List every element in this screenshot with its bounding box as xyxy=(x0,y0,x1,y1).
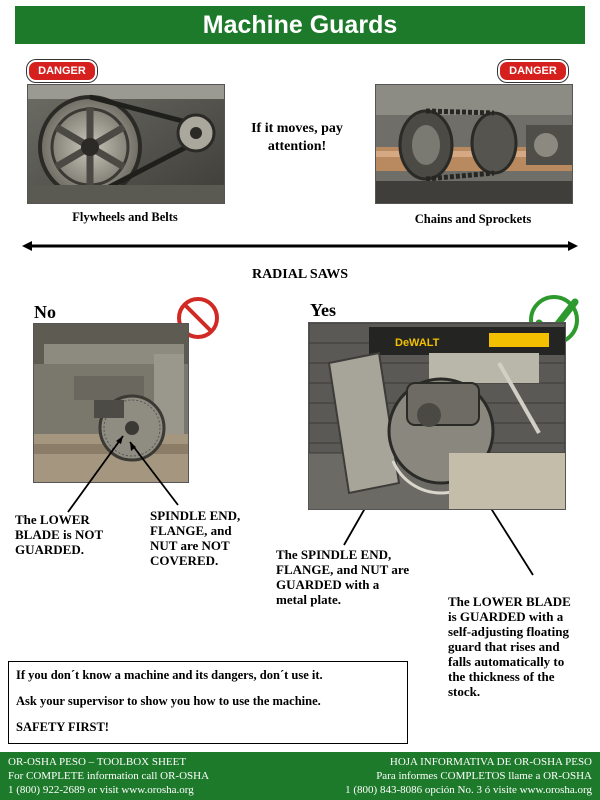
caption-flywheels: Flywheels and Belts xyxy=(72,210,178,224)
note-line: is GUARDED with a xyxy=(448,609,564,624)
footer-line: Para informes COMPLETOS llame a OR-OSHA xyxy=(376,770,592,782)
danger-label: DANGER xyxy=(38,65,86,77)
footer-line: For COMPLETE information call OR-OSHA xyxy=(8,770,210,782)
note-line: GUARDED with a xyxy=(276,577,380,592)
no-note-spindle xyxy=(150,508,240,568)
saw-brand-text: DeWALT xyxy=(395,337,440,349)
advice-box xyxy=(8,661,408,744)
yes-label: Yes xyxy=(310,300,336,320)
page-title: Machine Guards xyxy=(202,10,398,39)
note-line: falls automatically to xyxy=(448,654,565,669)
note-line: FLANGE, and NUT are xyxy=(276,562,410,577)
advice-line-1: If you don´t know a machine and its dangers, don´t use it. xyxy=(16,668,323,682)
footer-line: 1 (800) 922-2689 or visit www.orosha.org xyxy=(8,784,194,796)
note-line: FLANGE, and xyxy=(150,523,232,538)
note-line: SPINDLE END, xyxy=(150,508,241,523)
footer-line: OR-OSHA PESO – TOOLBOX SHEET xyxy=(8,756,187,768)
footer-line: 1 (800) 843-8086 opción No. 3 ó visite www.orosha.org xyxy=(345,784,592,796)
caption-chains: Chains and Sprockets xyxy=(414,212,532,226)
note-line: COVERED. xyxy=(150,553,219,568)
danger-label: DANGER xyxy=(509,65,557,77)
advice-line-3: SAFETY FIRST! xyxy=(16,720,109,734)
note-line: BLADE is NOT xyxy=(15,527,104,542)
note-line: metal plate. xyxy=(276,592,341,607)
yes-note-spindle xyxy=(276,547,409,607)
note-line: The LOWER BLADE xyxy=(448,594,571,609)
note-line: guard that rises and xyxy=(448,639,560,654)
footer-spanish xyxy=(345,755,592,797)
photo-radial-saw-guarded xyxy=(308,322,566,510)
note-line: self-adjusting floating xyxy=(448,624,569,639)
footer-line: HOJA INFORMATIVA DE OR-OSHA PESO xyxy=(389,756,592,768)
slogan-line-2: attention! xyxy=(267,139,327,154)
note-line: stock. xyxy=(448,684,481,699)
slogan-line-1: If it moves, pay xyxy=(251,121,343,136)
note-line: GUARDED. xyxy=(15,542,84,557)
pointer-lower-blade-no xyxy=(68,436,123,512)
no-label: No xyxy=(34,302,56,322)
note-line: NUT are NOT xyxy=(150,538,230,553)
advice-line-2: Ask your supervisor to show you how to use the machine. xyxy=(16,694,321,708)
footer xyxy=(0,752,600,800)
yes-note-lower-blade xyxy=(448,594,571,699)
note-line: The SPINDLE END, xyxy=(276,547,392,562)
section-title: RADIAL SAWS xyxy=(251,267,349,282)
note-line: the thickness of the xyxy=(448,669,555,684)
note-line: The LOWER xyxy=(15,512,90,527)
footer-english xyxy=(8,755,209,797)
no-note-lower-blade xyxy=(15,512,103,557)
pointer-spindle-no xyxy=(130,442,178,505)
